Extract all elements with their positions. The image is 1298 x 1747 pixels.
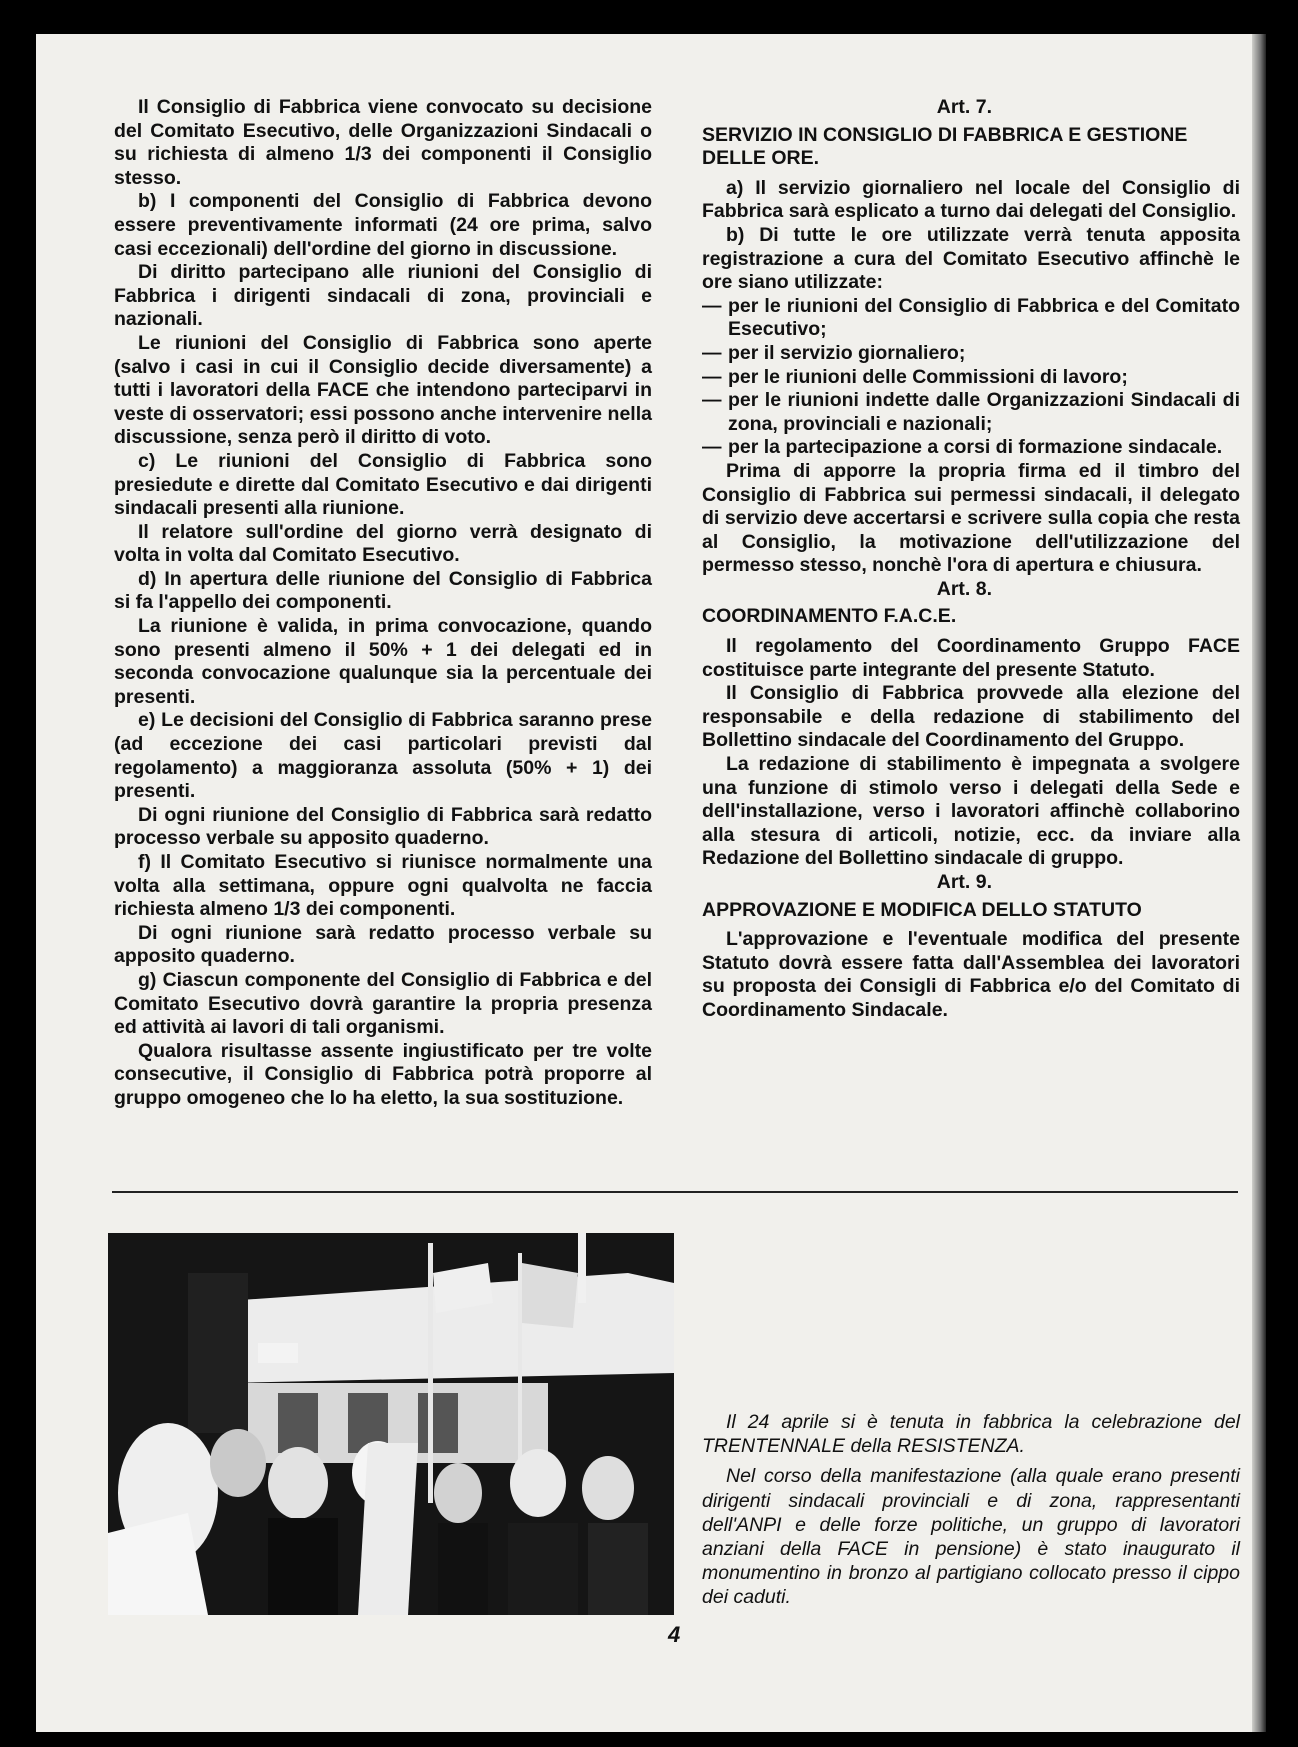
- item-a: [702, 177, 1240, 224]
- celebration-photo: [108, 1233, 674, 1615]
- page-edge-shadow: [1252, 34, 1266, 1732]
- item-f: [114, 851, 652, 922]
- item-label: f): [138, 851, 151, 873]
- article-title: APPROVAZIONE E MODIFICA DELLO STATUTO: [702, 898, 1142, 921]
- paragraph: Di diritto partecipano alle riunioni del Consiglio di Fabbrica i dirigenti sindacali di zona, provinciali e nazionali.: [114, 261, 652, 331]
- hours-usage-list: [702, 295, 1240, 460]
- item-text: Ciascun componente del Consiglio di Fabbrica e del Comitato Esecutivo dovrà garantire la propria presenza ed attività ai lavori di tali organismi.: [114, 968, 652, 1039]
- paragraph: Qualora risultasse assente ingiustificato per tre volte consecutive, il Consiglio di Fabbrica potrà proporre al gruppo omogeneo che lo ha eletto, la sua sostituzione.: [114, 1039, 652, 1109]
- paragraph: Di ogni riunione del Consiglio di Fabbrica sarà redatto processo verbale su apposito quaderno.: [114, 803, 652, 850]
- paragraph: Di ogni riunione sarà redatto processo verbale su apposito quaderno.: [114, 921, 652, 968]
- caption-paragraph: Il 24 aprile si è tenuta in fabbrica la celebrazione del TRENTENNALE della RESISTENZA.: [702, 1411, 1240, 1458]
- paragraph: Il regolamento del Coordinamento Gruppo FACE costituisce parte integrante del presente Statuto.: [702, 635, 1240, 681]
- item-text: I componenti del Consiglio di Fabbrica devono essere preventivamente informati (24 ore prima, salvo casi eccezionali) dell'ordine del giorno in discussione.: [114, 190, 652, 260]
- item-c: [114, 450, 652, 521]
- item-label: g): [138, 968, 157, 991]
- list-item: — per il servizio giornaliero;: [702, 342, 1240, 366]
- item-label: a): [726, 176, 744, 199]
- article-number: Art. 9.: [936, 871, 992, 893]
- item-text: Il Comitato Esecutivo si riunisce normalmente una volta alla settimana, oppure ogni qualvolta ne faccia richiesta almeno 1/3 dei componenti.: [114, 851, 652, 921]
- caption-paragraph: Nel corso della manifestazione (alla quale erano presenti dirigenti sindacali provinciali e di zona, rappresentanti dell'ANPI e delle forze politiche, un gruppo di lavoratori anziani della FACE in pensione) è stato inaugurato il monumentino in bronzo al partigiano collocato presso il cippo dei caduti.: [702, 1465, 1240, 1609]
- paragraph: Il Consiglio di Fabbrica provvede alla elezione del responsabile e della redazione di stabilimento del Bollettino sindacale del Coordinamento del Gruppo.: [702, 682, 1240, 752]
- item-label: d): [138, 567, 157, 590]
- paragraph: Il relatore sull'ordine del giorno verrà designato di volta in volta dal Comitato Esecutivo.: [114, 520, 652, 567]
- paragraph: La riunione è valida, in prima convocazione, quando sono presenti almeno il 50% + 1 dei delegati ed in seconda convocazione qualunque sia la percentuale dei presenti.: [114, 615, 652, 708]
- article-title: COORDINAMENTO F.A.C.E.: [702, 605, 957, 628]
- item-text: Le riunioni del Consiglio di Fabbrica sono presiedute e dirette dal Comitato Esecutivo e dai dirigenti sindacali presenti alla riunione.: [114, 449, 653, 520]
- paragraph: La redazione di stabilimento è impegnata a svolgere una funzione di stimolo verso i delegati della Sede e dell'installazione, verso i lavoratori affinchè collaborino alla stesura di articoli, notizie, ecc. da inviare alla Redazione del Bollettino sindacale di gruppo.: [702, 753, 1240, 870]
- paragraph: Le riunioni del Consiglio di Fabbrica sono aperte (salvo i casi in cui il Consiglio decide diversamente) a tutti i lavoratori della FACE che intendono parteciparvi in veste di osservatori; essi possono anche intervenire nella discussione, senza però il diritto di voto.: [114, 331, 652, 449]
- item-g: [114, 969, 652, 1040]
- item-label: b): [138, 190, 157, 213]
- article-number: Art. 8.: [936, 577, 992, 600]
- right-column: [702, 96, 1240, 1023]
- paragraph: Prima di apporre la propria firma ed il timbro del Consiglio di Fabbrica sui permessi sindacali, il delegato di servizio deve accertarsi e scrivere sulla copia che resta al Consiglio, la motivazione dell'utilizzazione del permesso stesso, nonchè l'ora di apertura e chiusura.: [702, 459, 1240, 577]
- list-item: — per le riunioni del Consiglio di Fabbrica e del Comitato Esecutivo;: [702, 295, 1240, 342]
- list-item: — per la partecipazione a corsi di formazione sindacale.: [702, 436, 1240, 460]
- item-label: b): [726, 223, 745, 246]
- photo-caption: [702, 1410, 1240, 1616]
- item-e: [114, 709, 652, 803]
- paragraph: L'approvazione e l'eventuale modifica del presente Statuto dovrà essere fatta dall'Assemblea dei lavoratori su proposta dei Consigli di Fabbrica e/o del Comitato di Coordinamento Sindacale.: [702, 928, 1240, 1021]
- paragraph: Il Consiglio di Fabbrica viene convocato su decisione del Comitato Esecutivo, delle Organizzazioni Sindacali o su richiesta di almeno 1/3 dei componenti il Consiglio stesso.: [114, 96, 652, 189]
- item-text: Il servizio giornaliero nel locale del Consiglio di Fabbrica sarà esplicato a turno dai delegati del Consiglio.: [702, 176, 1241, 223]
- left-column: [114, 96, 652, 1111]
- item-b: [702, 224, 1240, 295]
- item-text: In apertura delle riunione del Consiglio di Fabbrica si fa l'appello dei componenti.: [114, 567, 652, 614]
- page-number: 4: [668, 1622, 681, 1647]
- list-item: — per le riunioni delle Commissioni di lavoro;: [702, 366, 1240, 390]
- horizontal-rule: [112, 1191, 1238, 1193]
- item-text: Di tutte le ore utilizzate verrà tenuta apposita registrazione a cura del Comitato Esecutivo affinchè le ore siano utilizzate:: [702, 223, 1240, 294]
- item-d: [114, 568, 652, 615]
- article-title: SERVIZIO IN CONSIGLIO DI FABBRICA E GESTIONE DELLE ORE.: [702, 123, 1188, 170]
- item-text: Le decisioni del Consiglio di Fabbrica saranno prese (ad eccezione dei casi particolari previsti dal regolamento) a maggioranza assoluta (50% + 1) dei presenti.: [114, 709, 652, 803]
- item-b: [114, 190, 652, 261]
- article-number: Art. 7.: [936, 96, 992, 118]
- item-label: c): [138, 449, 156, 472]
- item-label: e): [138, 709, 156, 732]
- photo-illustration: [108, 1233, 674, 1615]
- list-item: — per le riunioni indette dalle Organizzazioni Sindacali di zona, provinciali e nazionali;: [702, 389, 1240, 436]
